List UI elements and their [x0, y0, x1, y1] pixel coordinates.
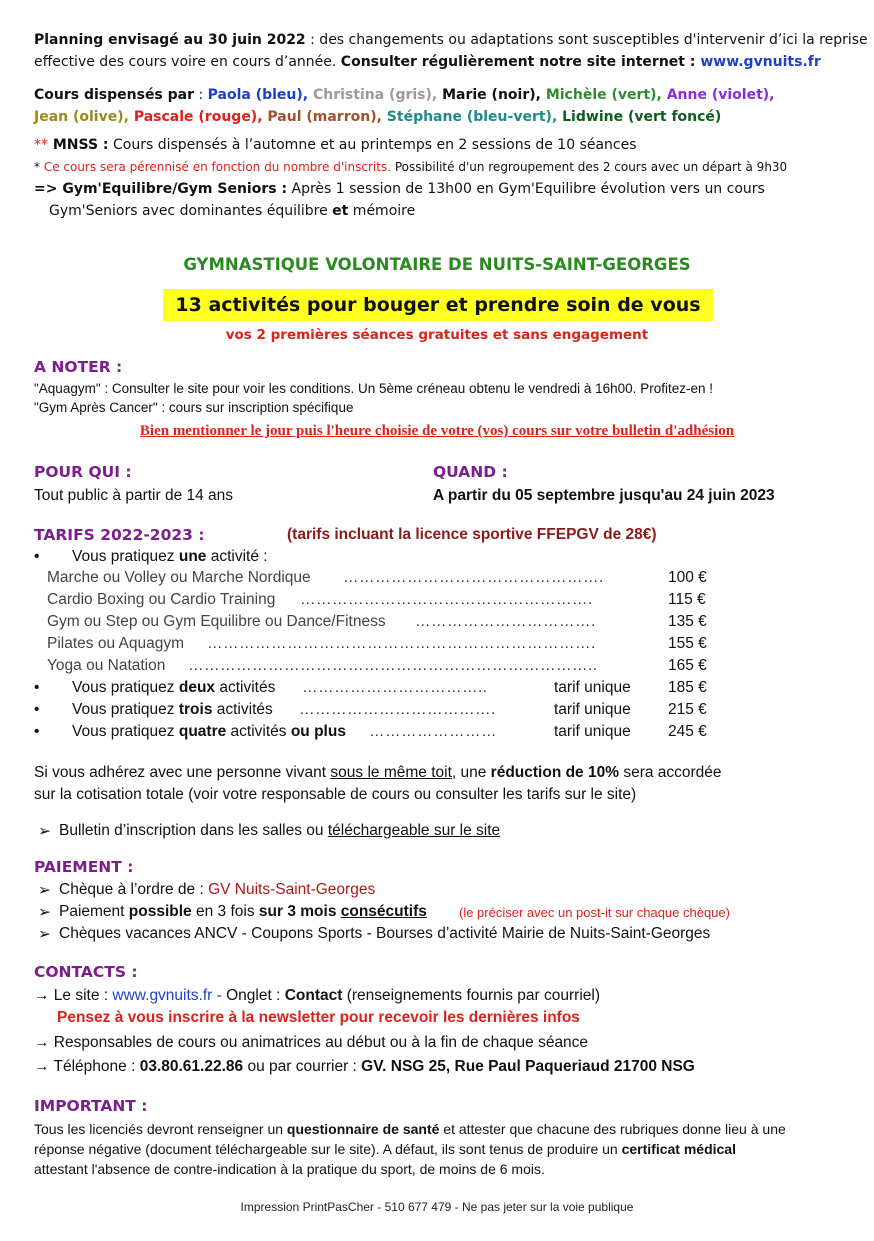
p-pre: Paiement: [59, 903, 129, 920]
price-value: 115 €: [668, 591, 706, 608]
multi-post: activités: [215, 679, 276, 696]
postal-address: GV. NSG 25, Rue Paul Paqueriaud 21700 NSG: [361, 1058, 695, 1075]
teachers-list-2: [34, 109, 721, 125]
subtitle: vos 2 premières séances gratuites et sans engagement: [225, 327, 649, 343]
vacances-line: Chèques vacances ANCV - Coupons Sports - Bourses d’activité Mairie de Nuits-Saint-Georges: [59, 925, 711, 942]
price-value: 185 €: [668, 679, 707, 696]
telephone-line: [34, 1058, 695, 1076]
price-value: 245 €: [668, 723, 707, 740]
reduction-t2: , une: [451, 764, 491, 781]
teacher-name: Anne (violet),: [661, 87, 775, 103]
tarifs-heading: TARIFS 2022-2023 :: [34, 526, 205, 544]
p-possible: possible: [128, 903, 192, 920]
mnss-note-star: *: [34, 160, 40, 174]
one-activity-label: [72, 548, 268, 566]
teacher-name: Pascale (rouge),: [128, 109, 263, 125]
newsletter-note: Pensez à vous inscrire à la newsletter pour recevoir les dernières infos: [57, 1009, 580, 1026]
price-dots: …………………………………………………………………..: [188, 657, 598, 674]
pour-qui-text: Tout public à partir de 14 ans: [34, 487, 234, 504]
price-label: Pilates ou Aquagym: [47, 635, 185, 652]
right-arrow-icon: →: [34, 987, 50, 1004]
mnss-line: [34, 137, 637, 153]
teachers-list-1: [208, 87, 775, 103]
price-dots: ……………………………..: [302, 679, 488, 696]
licence-note: (tarifs incluant la licence sportive FFEPGV de 28€): [287, 526, 657, 543]
price-label: Cardio Boxing ou Cardio Training: [47, 591, 276, 608]
teacher-name: Michèle (vert),: [540, 87, 662, 103]
teachers-intro: Cours dispensés par: [34, 87, 195, 103]
cheque-payee: GV Nuits-Saint-Georges: [208, 881, 376, 898]
important-line-3: attestant l'absence de contre-indication à la pratique du sport, de moins de 6 mois.: [34, 1161, 545, 1177]
phone-number[interactable]: 03.80.61.22.86: [139, 1058, 244, 1075]
important-l2a: réponse négative (document téléchargeable sur le site). A défaut, ils sont tenus de produire un: [34, 1141, 622, 1157]
tel-pre: Téléphone :: [49, 1058, 140, 1075]
planning-site-link[interactable]: www.gvnuits.fr: [700, 54, 821, 70]
mnss-note-black: Possibilité d'un regroupement des 2 cours avec un départ à 9h30: [391, 160, 788, 174]
important-line-1: [34, 1121, 786, 1137]
responsables-line: [34, 1034, 588, 1052]
tarif-unique: tarif unique: [554, 701, 631, 718]
reduction-u1: sous le même toit: [330, 764, 452, 781]
multi-post: activités: [226, 723, 291, 740]
responsables-text: Responsables de cours ou animatrices au début ou à la fin de chaque séance: [49, 1034, 589, 1051]
teacher-name: Marie (noir),: [437, 87, 541, 103]
gym-equilibre-et: et: [332, 203, 349, 219]
quand-text: A partir du 05 septembre jusqu'au 24 juin 2023: [433, 487, 775, 504]
postit-note: (le préciser avec un post-it sur chaque chèque): [459, 905, 730, 920]
multi-bold: quatre: [178, 723, 227, 740]
important-line-2: [34, 1141, 736, 1157]
site-pre: Le site :: [49, 987, 113, 1004]
teacher-name: Paola (bleu),: [207, 87, 309, 103]
p-3-mois: sur 3 mois: [258, 903, 341, 920]
site-post: (renseignements fournis par courriel): [342, 987, 600, 1004]
gym-equilibre-label: => Gym'Equilibre/Gym Seniors :: [34, 181, 288, 197]
price-dots: ……………………: [369, 723, 497, 740]
mnss-stars: **: [34, 137, 48, 153]
right-arrow-icon: →: [34, 1058, 50, 1075]
page-title: GYMNASTIQUE VOLONTAIRE DE NUITS-SAINT-GEORGES: [183, 255, 691, 274]
mnss-text: Cours dispensés à l’automne et au printemps en 2 sessions de 10 séances: [108, 137, 637, 153]
bullet-one-activity: •: [34, 548, 40, 565]
mnss-note-red: Ce cours sera pérennisé en fonction du nombre d'inscrits.: [40, 160, 391, 174]
bulletin-download-link[interactable]: téléchargeable sur le site: [327, 822, 501, 839]
one-activity-bold: une: [178, 548, 207, 565]
multi-pre: Vous pratiquez: [72, 723, 179, 740]
price-value: 215 €: [668, 701, 707, 718]
adhesion-notice: Bien mentionner le jour puis l'heure choisie de votre (vos) cours sur votre bulletin d'adhésion: [139, 423, 735, 439]
important-heading: IMPORTANT :: [34, 1097, 148, 1115]
bulletin-line: [59, 822, 500, 840]
p-consecutifs: consécutifs: [340, 903, 427, 920]
important-l1c: et attester que chacune des rubriques donne lieu à une: [439, 1121, 786, 1137]
contacts-site-link[interactable]: www.gvnuits.fr: [112, 987, 213, 1004]
bullet: •: [34, 679, 40, 696]
important-l1a: Tous les licenciés devront renseigner un: [34, 1121, 287, 1137]
cheque-line: [59, 881, 375, 899]
paiement-heading: PAIEMENT :: [34, 858, 134, 876]
arrow-bullet-icon: ➢: [38, 823, 51, 840]
multi-pre: Vous pratiquez: [72, 701, 179, 718]
gym-equilibre-text-2: Gym'Seniors avec dominantes équilibre: [49, 203, 333, 219]
right-arrow-icon: →: [34, 1034, 50, 1051]
multi-pre: Vous pratiquez: [72, 679, 179, 696]
certificat-medical: certificat médical: [621, 1141, 736, 1157]
teacher-name: Jean (olive),: [34, 109, 129, 125]
gym-equilibre-text-3: mémoire: [348, 203, 416, 219]
site-contact-tab: Contact: [284, 987, 343, 1004]
teacher-name: Paul (marron),: [262, 109, 382, 125]
price-value: 155 €: [668, 635, 707, 652]
bullet: •: [34, 723, 40, 740]
price-dots: …………………………….: [415, 613, 596, 630]
one-activity-post: activité :: [206, 548, 268, 565]
mnss-label: MNSS :: [48, 137, 109, 153]
gym-equilibre-text: Après 1 session de 13h00 en Gym'Equilibre évolution vers un cours: [287, 181, 765, 197]
multi-bold: deux: [178, 679, 216, 696]
planning-consult: Consulter régulièrement notre site internet :: [340, 54, 701, 70]
teacher-name: Christina (gris),: [308, 87, 438, 103]
multi-label: [72, 723, 346, 741]
arrow-bullet-icon: ➢: [38, 882, 51, 899]
site-line: [34, 987, 600, 1005]
teacher-name: Stéphane (bleu-vert),: [381, 109, 558, 125]
reduction-t3: sera accordée: [619, 764, 722, 781]
reduction-line-2: sur la cotisation totale (voir votre responsable de cours ou consulter les tarifs sur le site): [34, 786, 637, 803]
arrow-bullet-icon: ➢: [38, 904, 51, 921]
bullet: •: [34, 701, 40, 718]
mnss-note: [34, 160, 787, 174]
pour-qui-heading: POUR QUI :: [34, 463, 132, 481]
paiement-3-fois-line: [59, 903, 427, 921]
bulletin-text: Bulletin d’inscription dans les salles ou: [59, 822, 328, 839]
multi-post: activités: [212, 701, 273, 718]
contacts-heading: CONTACTS :: [34, 963, 138, 981]
arrow-bullet-icon: ➢: [38, 926, 51, 943]
gym-equilibre-line-1: [34, 181, 765, 197]
multi-bold2: ou plus: [290, 723, 346, 740]
planning-line-1: [34, 32, 868, 48]
price-value: 100 €: [668, 569, 707, 586]
tarif-unique: tarif unique: [554, 679, 631, 696]
planning-date: Planning envisagé au 30 juin 2022: [34, 32, 306, 48]
site-onglet: Onglet :: [226, 987, 285, 1004]
teachers-sep: :: [194, 87, 208, 103]
reduction-line-1: [34, 764, 722, 782]
price-label: Marche ou Volley ou Marche Nordique: [47, 569, 311, 586]
banner: 13 activités pour bouger et prendre soin de vous: [163, 289, 713, 321]
p-mid: en 3 fois: [191, 903, 259, 920]
one-activity-pre: Vous pratiquez: [72, 548, 179, 565]
cheque-pre: Chèque à l’ordre de :: [59, 881, 209, 898]
multi-bold: trois: [178, 701, 213, 718]
teacher-name: Lidwine (vert foncé): [557, 109, 722, 125]
price-value: 135 €: [668, 613, 707, 630]
reduction-percent: réduction de 10%: [490, 764, 620, 781]
price-dots: ……………………………….: [299, 701, 496, 718]
price-label: Gym ou Step ou Gym Equilibre ou Dance/Fitness: [47, 613, 386, 630]
planning-text: : des changements ou adaptations sont susceptibles d'intervenir d’ici la reprise: [305, 32, 868, 48]
price-dots: ………………………………………….: [343, 569, 604, 586]
teachers-line-1: [34, 87, 774, 103]
multi-label: [72, 701, 273, 719]
tarif-unique: tarif unique: [554, 723, 631, 740]
aquagym-note: "Aquagym" : Consulter le site pour voir les conditions. Un 5ème créneau obtenu le vendredi à 16h00. Profitez-en !: [34, 381, 713, 396]
planning-text-2: effective des cours voire en cours d’année.: [34, 54, 341, 70]
quand-heading: QUAND :: [433, 463, 508, 481]
gym-equilibre-line-2: [49, 203, 415, 219]
price-dots: ……………………………………………….: [300, 591, 593, 608]
planning-line-2: [34, 54, 821, 70]
price-value: 165 €: [668, 657, 707, 674]
multi-label: [72, 679, 275, 697]
price-label: Yoga ou Natation: [47, 657, 166, 674]
price-dots: ……………………………………………………………….: [207, 635, 596, 652]
tel-mid: ou par courrier :: [243, 1058, 362, 1075]
footer: Impression PrintPasCher - 510 677 479 - Ne pas jeter sur la voie publique: [240, 1200, 634, 1214]
site-dash: -: [212, 987, 227, 1004]
reduction-t1: Si vous adhérez avec une personne vivant: [34, 764, 331, 781]
questionnaire-sante: questionnaire de santé: [286, 1121, 440, 1137]
a-noter-heading: A NOTER :: [34, 358, 123, 376]
gym-apres-cancer-note: "Gym Après Cancer" : cours sur inscription spécifique: [34, 400, 354, 415]
